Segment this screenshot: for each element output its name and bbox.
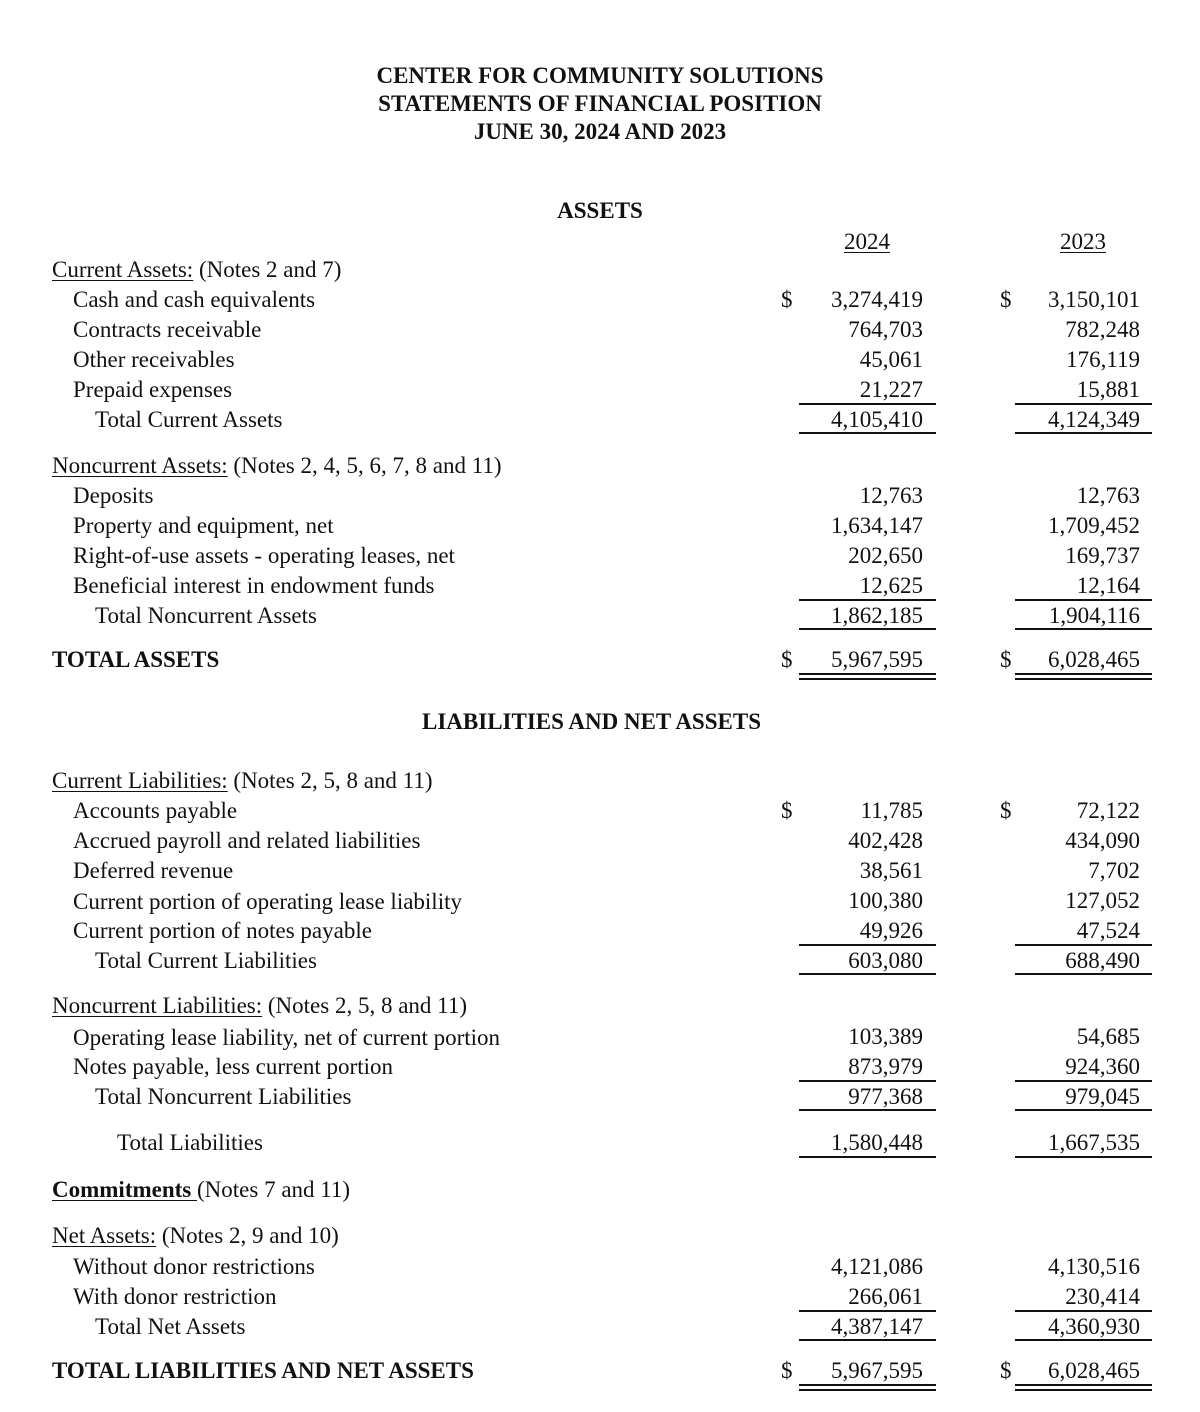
row-label: Notes payable, less current portion <box>73 1054 393 1079</box>
total-2024: 603,080 <box>848 948 923 973</box>
value-2024: 12,763 <box>859 483 923 508</box>
value-2023: 47,524 <box>1076 918 1140 943</box>
org-name: CENTER FOR COMMUNITY SOLUTIONS <box>376 63 824 88</box>
total-rule <box>1015 973 1152 975</box>
section-note: (Notes 2, 5, 8 and 11) <box>227 768 433 793</box>
double-rule <box>799 673 936 680</box>
section-label: Noncurrent Assets: <box>52 453 228 478</box>
net-assets-heading <box>52 1224 339 1247</box>
row-label: Right-of-use assets - operating leases, net <box>73 543 455 568</box>
currency-sign: $ <box>1000 647 1012 672</box>
section-label: Net Assets: <box>52 1223 157 1248</box>
column-header-2024: 2024 <box>844 229 890 254</box>
value-2023: 54,685 <box>1076 1024 1140 1049</box>
total-rule <box>1015 1339 1152 1341</box>
subtotal-rule <box>799 1310 936 1312</box>
row-label: Property and equipment, net <box>73 513 334 538</box>
value-2023: 15,881 <box>1076 377 1140 402</box>
total-rule <box>1015 1156 1152 1158</box>
noncurrent-assets-heading <box>52 454 502 477</box>
assets-heading: ASSETS <box>557 198 643 223</box>
total-liabilities-2023: 1,667,535 <box>1048 1130 1140 1155</box>
row-label: Operating lease liability, net of current portion <box>73 1025 501 1050</box>
total-assets-2023: 6,028,465 <box>1048 647 1140 672</box>
noncurrent-liabilities-heading <box>52 994 467 1017</box>
subtotal-rule <box>799 599 936 601</box>
total-2023: 979,045 <box>1065 1084 1140 1109</box>
row-label: Deferred revenue <box>73 858 234 883</box>
row-label: With donor restriction <box>73 1284 277 1309</box>
liabilities-heading: LIABILITIES AND NET ASSETS <box>422 709 761 734</box>
row-label: Beneficial interest in endowment funds <box>73 573 435 598</box>
currency-sign: $ <box>1000 798 1012 823</box>
value-2024: 103,389 <box>848 1024 923 1049</box>
row-label: Current portion of notes payable <box>73 918 372 943</box>
current-liabilities-heading <box>52 769 433 792</box>
total-assets-label: TOTAL ASSETS <box>52 647 220 672</box>
value-2023: 127,052 <box>1065 888 1140 913</box>
value-2024: 21,227 <box>859 377 923 402</box>
row-label: Cash and cash equivalents <box>73 287 316 312</box>
total-liabilities-label: Total Liabilities <box>117 1130 263 1155</box>
total-label: Total Current Liabilities <box>95 948 317 973</box>
total-rule <box>1015 432 1152 434</box>
total-rule <box>799 1156 936 1158</box>
row-label: Other receivables <box>73 347 235 372</box>
value-2023: 12,164 <box>1076 573 1140 598</box>
currency-sign: $ <box>1000 287 1012 312</box>
subtotal-rule <box>799 1080 936 1082</box>
currency-sign: $ <box>781 647 793 672</box>
value-2024: 764,703 <box>848 317 923 342</box>
commitments-heading <box>52 1178 350 1201</box>
total-2024: 4,387,147 <box>831 1314 923 1339</box>
value-2024: 3,274,419 <box>831 287 923 312</box>
value-2023: 4,130,516 <box>1048 1254 1140 1279</box>
row-label: Accounts payable <box>73 798 238 823</box>
subtotal-rule <box>799 944 936 946</box>
section-note: (Notes 7 and 11) <box>197 1177 351 1202</box>
currency-sign: $ <box>781 287 793 312</box>
grand-total-2024: 5,967,595 <box>831 1358 923 1383</box>
value-2023: 924,360 <box>1065 1054 1140 1079</box>
subtotal-rule <box>1015 403 1152 405</box>
value-2023: 1,709,452 <box>1048 513 1140 538</box>
total-label: Total Noncurrent Liabilities <box>95 1084 352 1109</box>
double-rule <box>1015 1384 1152 1391</box>
total-label: Total Current Assets <box>95 407 283 432</box>
value-2024: 49,926 <box>859 918 923 943</box>
current-assets-heading <box>52 258 341 281</box>
value-2023: 176,119 <box>1066 347 1140 372</box>
section-label: Noncurrent Liabilities: <box>52 993 263 1018</box>
total-2024: 4,105,410 <box>831 407 923 432</box>
total-liabilities-2024: 1,580,448 <box>831 1130 923 1155</box>
section-label: Current Assets: <box>52 257 194 282</box>
value-2024: 12,625 <box>859 573 923 598</box>
double-rule <box>1015 673 1152 680</box>
value-2024: 1,634,147 <box>831 513 923 538</box>
double-rule <box>799 1384 936 1391</box>
value-2023: 169,737 <box>1065 543 1140 568</box>
total-2024: 1,862,185 <box>831 603 923 628</box>
value-2024: 202,650 <box>848 543 923 568</box>
subtotal-rule <box>1015 1310 1152 1312</box>
total-rule <box>799 1339 936 1341</box>
row-label: Accrued payroll and related liabilities <box>73 828 421 853</box>
value-2023: 434,090 <box>1065 828 1140 853</box>
total-label: Total Net Assets <box>95 1314 246 1339</box>
subtotal-rule <box>799 403 936 405</box>
total-2023: 4,124,349 <box>1048 407 1140 432</box>
section-note: (Notes 2, 9 and 10) <box>156 1223 339 1248</box>
total-rule <box>799 628 936 630</box>
value-2023: 782,248 <box>1065 317 1140 342</box>
value-2024: 266,061 <box>848 1284 923 1309</box>
subtotal-rule <box>1015 1080 1152 1082</box>
subtotal-rule <box>1015 599 1152 601</box>
value-2024: 11,785 <box>860 798 923 823</box>
statement-title: STATEMENTS OF FINANCIAL POSITION <box>378 91 822 116</box>
row-label: Without donor restrictions <box>73 1254 315 1279</box>
currency-sign: $ <box>1000 1358 1012 1383</box>
section-label: Commitments <box>52 1177 197 1202</box>
total-assets-2024: 5,967,595 <box>831 647 923 672</box>
currency-sign: $ <box>781 798 793 823</box>
row-label: Deposits <box>73 483 154 508</box>
value-2024: 45,061 <box>859 347 923 372</box>
section-label: Current Liabilities: <box>52 768 228 793</box>
value-2023: 3,150,101 <box>1048 287 1140 312</box>
value-2024: 402,428 <box>848 828 923 853</box>
total-label: Total Noncurrent Assets <box>95 603 317 628</box>
total-2024: 977,368 <box>848 1084 923 1109</box>
grand-total-label: TOTAL LIABILITIES AND NET ASSETS <box>52 1358 474 1383</box>
row-label: Prepaid expenses <box>73 377 233 402</box>
total-rule <box>799 1109 936 1111</box>
value-2024: 873,979 <box>848 1054 923 1079</box>
section-note: (Notes 2, 4, 5, 6, 7, 8 and 11) <box>227 453 502 478</box>
total-rule <box>799 973 936 975</box>
value-2023: 230,414 <box>1065 1284 1140 1309</box>
value-2023: 12,763 <box>1076 483 1140 508</box>
section-note: (Notes 2 and 7) <box>193 257 342 282</box>
value-2023: 72,122 <box>1076 798 1140 823</box>
section-note: (Notes 2, 5, 8 and 11) <box>262 993 467 1018</box>
total-2023: 688,490 <box>1065 948 1140 973</box>
value-2023: 7,702 <box>1088 858 1140 883</box>
row-label: Contracts receivable <box>73 317 262 342</box>
subtotal-rule <box>1015 944 1152 946</box>
total-2023: 1,904,116 <box>1048 603 1140 628</box>
total-rule <box>1015 628 1152 630</box>
value-2024: 4,121,086 <box>831 1254 923 1279</box>
currency-sign: $ <box>781 1358 793 1383</box>
total-rule <box>799 432 936 434</box>
statement-date: JUNE 30, 2024 AND 2023 <box>473 119 727 144</box>
grand-total-2023: 6,028,465 <box>1048 1358 1140 1383</box>
total-2023: 4,360,930 <box>1048 1314 1140 1339</box>
value-2024: 38,561 <box>859 858 923 883</box>
column-header-2023: 2023 <box>1060 229 1106 254</box>
value-2024: 100,380 <box>848 888 923 913</box>
total-rule <box>1015 1109 1152 1111</box>
row-label: Current portion of operating lease liability <box>73 889 462 914</box>
